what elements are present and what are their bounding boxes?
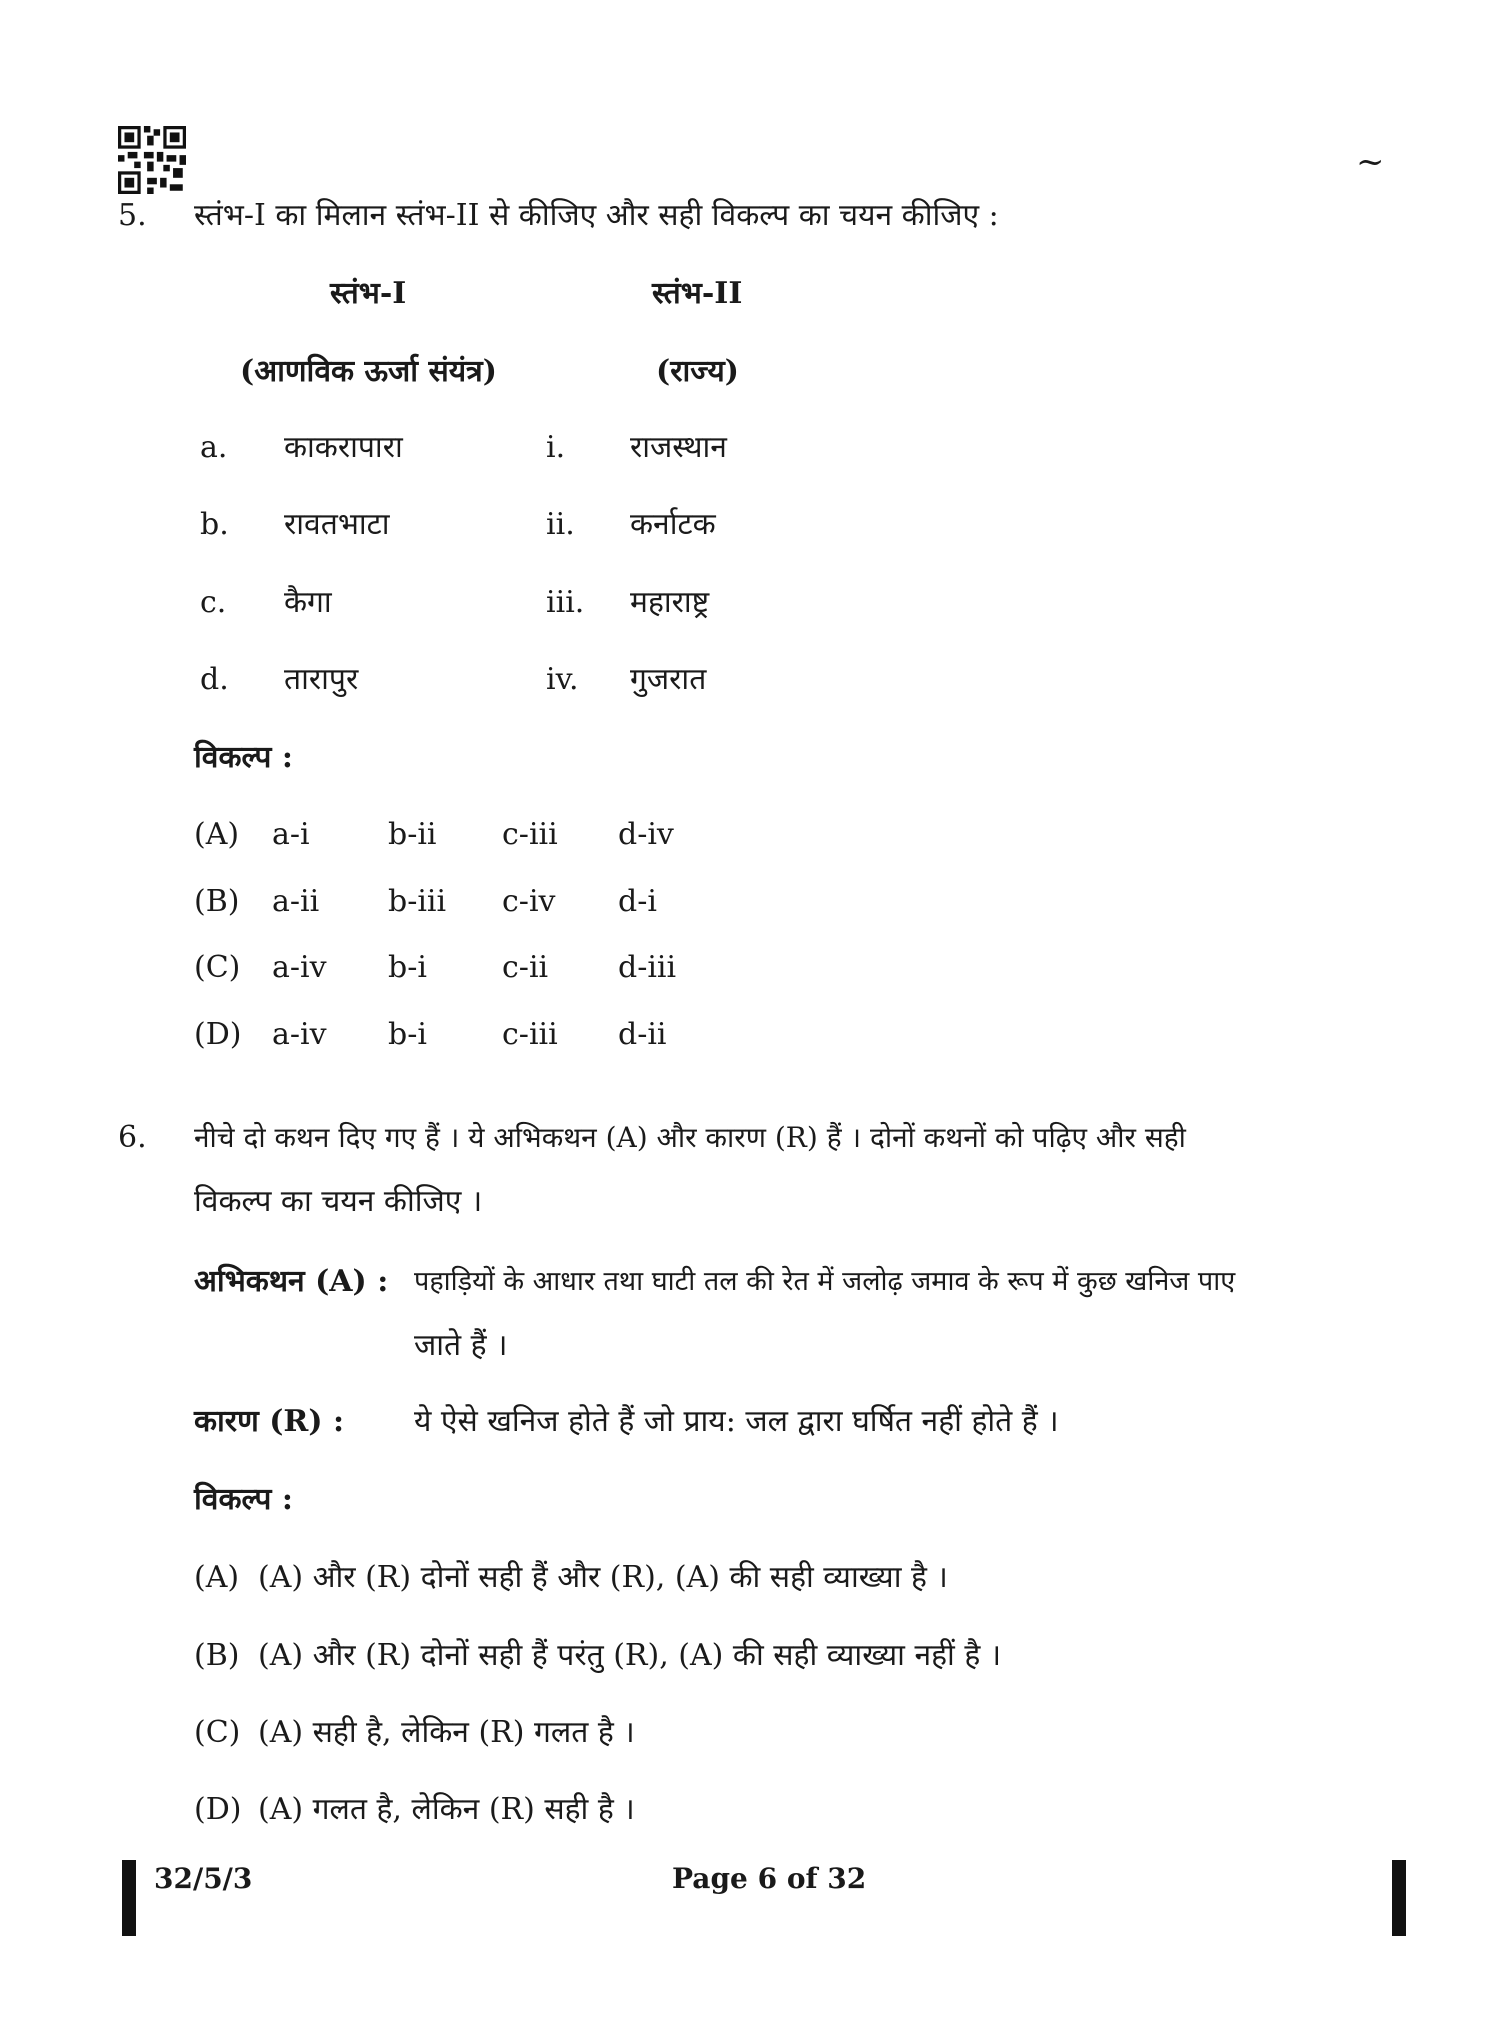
assertion-text-line2: जाते हैं । xyxy=(414,1328,508,1363)
row-numeral: i. xyxy=(546,430,566,465)
option-pair: d-iv xyxy=(618,817,674,852)
column-1-title: स्तंभ-I xyxy=(330,276,407,311)
option-pair: c-iii xyxy=(502,817,558,852)
option-pair: d-i xyxy=(618,884,657,919)
option-pair: a-ii xyxy=(272,884,320,919)
option-pair: b-iii xyxy=(388,884,447,919)
column-1-subtitle: (आणविक ऊर्जा संयंत्र) xyxy=(240,354,497,389)
option-key: (A) xyxy=(194,817,240,852)
option-key: (D) xyxy=(194,1792,242,1827)
option-text: (A) गलत है, लेकिन (R) सही है । xyxy=(258,1792,635,1827)
plant-name: काकरापारा xyxy=(284,430,403,465)
option-key: (B) xyxy=(194,1638,240,1673)
option-pair: b-i xyxy=(388,1017,427,1052)
corner-mark: ~ xyxy=(1356,142,1385,182)
option-key: (D) xyxy=(194,1017,242,1052)
row-numeral: ii. xyxy=(546,507,575,542)
question-6-number: 6. xyxy=(118,1120,147,1155)
row-label: b. xyxy=(200,507,229,542)
options-label: विकल्प : xyxy=(194,740,293,775)
footer-left-bar xyxy=(122,1860,136,1936)
option-pair: c-iii xyxy=(502,1017,558,1052)
reason-text: ये ऐसे खनिज होते हैं जो प्राय: जल द्वारा घर्षित नहीं होते हैं । xyxy=(414,1404,1059,1439)
row-numeral: iv. xyxy=(546,662,579,697)
option-text: (A) और (R) दोनों सही हैं और (R), (A) की सही व्याख्या है । xyxy=(258,1560,948,1595)
option-pair: a-iv xyxy=(272,1017,327,1052)
plant-name: कैगा xyxy=(284,585,332,620)
option-key: (A) xyxy=(194,1560,240,1595)
reason-label: कारण (R) : xyxy=(194,1404,345,1439)
paper-code: 32/5/3 xyxy=(154,1862,253,1895)
option-key: (C) xyxy=(194,1715,241,1750)
plant-name: तारापुर xyxy=(284,662,359,697)
state-name: राजस्थान xyxy=(630,430,727,465)
option-text: (A) सही है, लेकिन (R) गलत है । xyxy=(258,1715,635,1750)
row-numeral: iii. xyxy=(546,585,585,620)
qr-code-icon xyxy=(118,126,186,194)
row-label: c. xyxy=(200,585,227,620)
column-2-subtitle: (राज्य) xyxy=(656,354,739,389)
footer-right-bar xyxy=(1392,1860,1406,1936)
state-name: महाराष्ट्र xyxy=(630,585,710,620)
option-key: (B) xyxy=(194,884,240,919)
column-2-title: स्तंभ-II xyxy=(652,276,743,311)
option-pair: c-iv xyxy=(502,884,556,919)
state-name: गुजरात xyxy=(630,662,707,697)
question-6-text-line1: नीचे दो कथन दिए गए हैं । ये अभिकथन (A) और कारण (R) हैं । दोनों कथनों को पढ़िए और सही xyxy=(194,1121,1186,1154)
assertion-label: अभिकथन (A) : xyxy=(194,1264,389,1299)
row-label: a. xyxy=(200,430,228,465)
page-number: Page 6 of 32 xyxy=(672,1862,867,1895)
option-pair: d-iii xyxy=(618,950,677,985)
option-key: (C) xyxy=(194,950,241,985)
question-6-text-line2: विकल्प का चयन कीजिए । xyxy=(194,1184,483,1219)
question-5-number: 5. xyxy=(118,198,147,233)
option-pair: a-iv xyxy=(272,950,327,985)
option-pair: a-i xyxy=(272,817,310,852)
assertion-text-line1: पहाड़ियों के आधार तथा घाटी तल की रेत में जलोढ़ जमाव के रूप में कुछ खनिज पाए xyxy=(414,1266,1236,1297)
plant-name: रावतभाटा xyxy=(284,507,390,542)
row-label: d. xyxy=(200,662,229,697)
option-pair: d-ii xyxy=(618,1017,667,1052)
option-pair: b-i xyxy=(388,950,427,985)
option-text: (A) और (R) दोनों सही हैं परंतु (R), (A) की सही व्याख्या नहीं है । xyxy=(258,1638,1002,1673)
option-pair: c-ii xyxy=(502,950,549,985)
question-5-text: स्तंभ-I का मिलान स्तंभ-II से कीजिए और सही विकल्प का चयन कीजिए : xyxy=(194,198,999,233)
state-name: कर्नाटक xyxy=(630,507,716,542)
option-pair: b-ii xyxy=(388,817,437,852)
options-label: विकल्प : xyxy=(194,1482,293,1517)
